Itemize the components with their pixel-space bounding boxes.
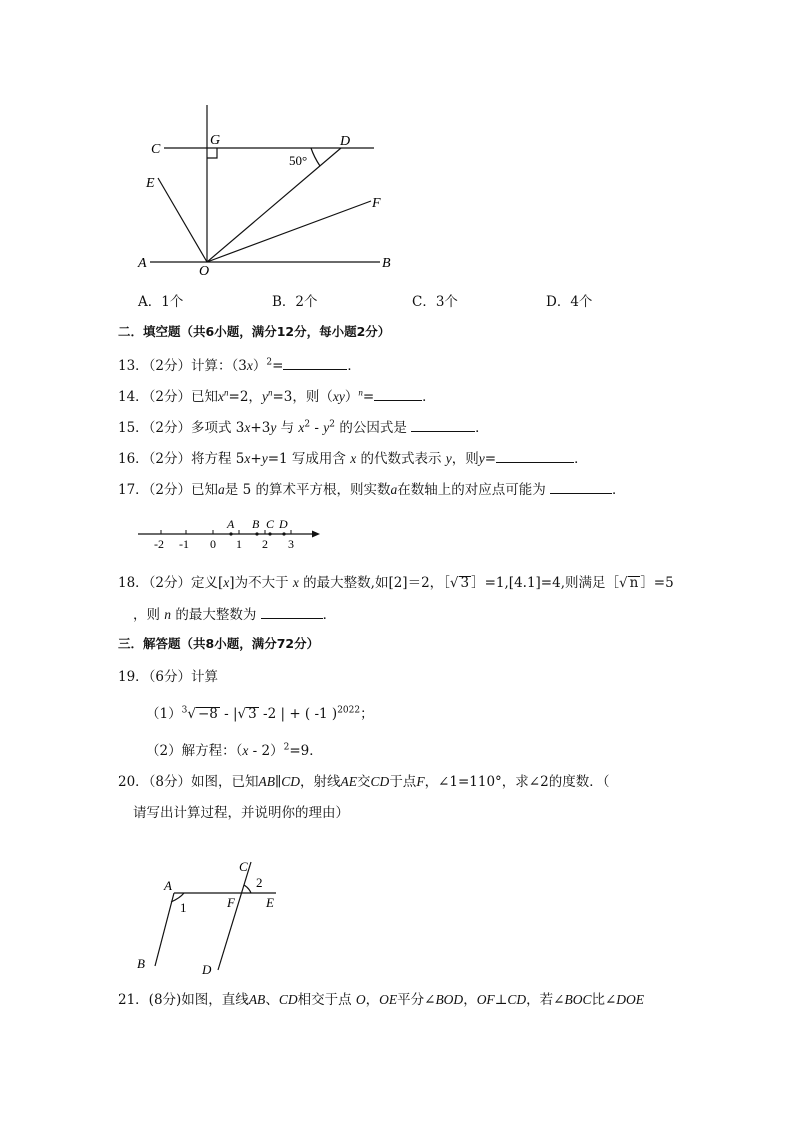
q18-line2-suffix: 的最大整数为 — [171, 607, 261, 623]
q21-mid1: 相交于点 — [297, 992, 356, 1008]
q21-of: OF — [476, 992, 495, 1007]
label-g: G — [210, 133, 221, 148]
q20-par: ∥ — [275, 774, 282, 790]
q16-mid2: 的代数式表示 — [356, 451, 446, 467]
section-2-header: 二．填空题（共6小题，满分12分，每小题2分） — [118, 324, 391, 339]
point-label-b: B — [252, 517, 260, 531]
sqrt-icon: √ — [187, 706, 196, 722]
q19-p1-exp: 2022 — [337, 705, 361, 716]
q14-xy: xy — [332, 389, 345, 404]
q14-n2: n — [267, 387, 273, 398]
q15-answer-blank[interactable] — [411, 419, 475, 432]
q19-p1-radicand: −8 — [197, 706, 218, 722]
option-c[interactable]: C．3个 — [412, 294, 458, 310]
option-d[interactable]: D．4个 — [546, 294, 593, 310]
arrow-icon — [312, 531, 320, 538]
q18-line2-prefix: ，则 — [133, 607, 165, 623]
question-18-line2: ，则 n 的最大整数为 ． — [133, 607, 337, 623]
q19-p1-radicand-3: 3 — [248, 706, 257, 722]
q20-prefix: 20．（8分）如图，已知 — [118, 774, 259, 790]
question-20-line2: 请写出计算过程，并说明你的理由） — [133, 805, 349, 821]
ray-of — [207, 201, 371, 262]
angle-2-arc — [244, 885, 251, 893]
label-o: O — [199, 264, 210, 279]
q14-answer-blank[interactable] — [374, 388, 422, 401]
q18-mid4: ］=5 — [640, 575, 674, 591]
q16-mid3: ，则 — [451, 451, 479, 467]
q20-ae: AE — [340, 774, 358, 789]
label-d: D — [202, 962, 212, 977]
q19-p1-root-index: 3 — [181, 705, 188, 716]
q15-mid: 与 — [276, 420, 299, 436]
q13-var: x — [246, 358, 253, 373]
q17-a: a — [218, 482, 225, 497]
q13-answer-blank[interactable] — [283, 357, 347, 370]
label-c: C — [151, 142, 161, 157]
question-18 — [118, 571, 674, 591]
q20-f: F — [416, 774, 425, 789]
label-f: F — [227, 895, 235, 910]
q21-cd: CD — [278, 992, 298, 1007]
ray-od — [207, 148, 341, 262]
q14-mid2: =3，则（ — [272, 389, 333, 405]
q20-mid2: 交 — [357, 774, 371, 790]
question-15: 15．（2分）多项式 3x+3y 与 $x^2 - y^2$ 的公因式是 ． — [118, 419, 489, 436]
q21-perp: ⊥ — [494, 992, 508, 1008]
point-b — [255, 532, 258, 535]
point-c — [268, 532, 271, 535]
q21-doe: DOE — [616, 992, 645, 1007]
q14-n3: n — [358, 387, 363, 398]
q21-cd2: CD — [507, 992, 527, 1007]
line-cd — [218, 862, 251, 970]
q20-ab: AB — [258, 774, 276, 789]
q18-x2: x — [292, 575, 299, 590]
line-ab — [155, 893, 174, 966]
q21-oe: OE — [379, 992, 398, 1007]
q20-mid4: ，∠1=110°，求∠2的度数．（ — [424, 774, 610, 790]
q18-mid3: ］=1,[4.1]=4,则满足［ — [471, 575, 619, 591]
q14-y: y — [261, 389, 268, 404]
label-angle-2: 2 — [256, 875, 263, 890]
q13-eq: = — [272, 358, 284, 374]
question-13: 13．（2分）计算：$(3x)^2=$ ． — [118, 357, 361, 374]
q14-x: x — [218, 389, 225, 404]
q16-prefix: 16．（2分）将方程 5 — [118, 451, 245, 467]
point-d — [282, 532, 285, 535]
q14-eq: = — [362, 389, 375, 405]
q19-p1-label: （1） — [146, 706, 182, 722]
tick-label-1: 1 — [236, 537, 242, 551]
q20-cd: CD — [281, 774, 301, 789]
figure-parallel-lines — [130, 852, 290, 982]
q21-ab: AB — [248, 992, 266, 1007]
q13-num: 13．（2分）计算：（3 — [118, 358, 247, 374]
label-a: A — [164, 878, 172, 893]
q21-comma2: ， — [463, 992, 477, 1008]
q15-y2: y — [323, 420, 330, 435]
point-label-d: D — [279, 517, 288, 531]
q14-mid1: =2， — [228, 389, 262, 405]
q17-prefix: 17．（2分）已知 — [118, 482, 219, 498]
angle-arc — [311, 148, 320, 166]
q19-p1-tail: -2 | + ( -1 ) — [258, 706, 338, 722]
q15-minus: - — [310, 420, 324, 436]
point-a — [229, 532, 232, 535]
q20-mid1: ，射线 — [300, 774, 341, 790]
option-b[interactable]: B．2个 — [272, 294, 318, 310]
q19-p2-label: （2）解方程：（ — [146, 743, 243, 759]
q19-p2-mid: - 2） — [248, 743, 284, 759]
number-line — [135, 512, 325, 552]
q21-o: O — [355, 992, 366, 1007]
sqrt-icon: √ — [619, 575, 628, 591]
q21-mid3: ，若∠ — [526, 992, 565, 1008]
point-label-c: C — [266, 517, 275, 531]
tick-label-2: 2 — [262, 537, 268, 551]
q21-mid2: 平分∠ — [397, 992, 436, 1008]
q17-answer-blank[interactable] — [550, 481, 612, 494]
label-b: B — [382, 256, 391, 271]
question-19-title: 19．（6分）计算 — [118, 669, 219, 685]
q13-exp: 2 — [266, 357, 273, 368]
label-e: E — [146, 176, 155, 191]
q17-a2: a — [390, 482, 398, 497]
q15-suffix: 的公因式是 — [335, 420, 412, 436]
question-19-part1 — [146, 702, 374, 722]
q17-suffix: 在数轴上的对应点可能为 — [397, 482, 550, 498]
tick-label-3: 3 — [288, 537, 294, 551]
section-3-header: 三．解答题（共8小题，满分72分） — [118, 636, 320, 651]
q19-p1-end: ； — [360, 706, 374, 722]
question-17: 17．（2分）已知a是 5 的算术平方根，则实数a在数轴上的对应点可能为 ． — [118, 482, 626, 498]
q18-radicand-n: n — [629, 575, 639, 591]
right-angle-mark — [207, 148, 217, 158]
label-d: D — [340, 134, 351, 149]
q18-mid1: ]为不大于 — [229, 575, 293, 591]
option-a[interactable]: A．1个 — [138, 294, 184, 310]
q21-comma: ， — [365, 992, 380, 1008]
figure-angles — [130, 95, 410, 280]
q16-answer-blank[interactable] — [496, 450, 574, 463]
q18-x: x — [223, 575, 230, 590]
q14-prefix: 14．（2分）已知 — [118, 389, 219, 405]
q20-cd2: CD — [370, 774, 390, 789]
q20-mid3: 于点 — [389, 774, 417, 790]
label-a: A — [138, 256, 147, 271]
q19-p2-x: x — [242, 743, 249, 758]
q15-sq1: 2 — [304, 419, 311, 430]
q16-x: x — [244, 451, 251, 466]
q21-bod: BOD — [435, 992, 464, 1007]
q13-after: ） — [252, 358, 267, 374]
q15-y: y — [270, 420, 277, 435]
tick-label-neg2: -2 — [154, 537, 164, 551]
q16-eq: = — [484, 451, 497, 467]
q16-x2: x — [350, 451, 357, 466]
sqrt-icon: √ — [449, 575, 459, 591]
question-14: 14．（2分）已知$x^n=2$，$y^n=3$，则（xy）$^n$= ． — [118, 387, 436, 405]
q19-p2-end: =9． — [289, 743, 323, 759]
q21-sep: 、 — [265, 992, 279, 1008]
q15-prefix: 15．（2分）多项式 3 — [118, 420, 245, 436]
q18-prefix: 18．（2分）定义[ — [118, 575, 224, 591]
q15-plus: +3 — [250, 420, 271, 436]
q16-y: y — [261, 451, 268, 466]
q19-p1-mid: - | — [219, 706, 238, 722]
ray-oe — [158, 178, 207, 262]
q14-close: ） — [344, 389, 359, 405]
label-c: C — [239, 859, 248, 874]
q18-n: n — [164, 607, 172, 622]
question-19-part2 — [146, 739, 323, 759]
q16-y2: y — [445, 451, 452, 466]
q18-mid2: 的最大整数,如[2]＝2，［ — [298, 575, 450, 591]
tick-label-neg1: -1 — [179, 537, 189, 551]
q15-sq2: 2 — [329, 419, 336, 430]
q15-x: x — [244, 420, 251, 435]
question-21 — [118, 988, 644, 1008]
q15-x2: x — [298, 420, 305, 435]
q18-answer-blank[interactable] — [261, 606, 323, 619]
point-label-a: A — [227, 517, 235, 531]
tick-label-0: 0 — [210, 537, 216, 551]
q16-y3: y — [478, 451, 485, 466]
label-f: F — [372, 196, 381, 211]
question-16: 16．（2分）将方程 5x+y=1 写成用含 x 的代数式表示 y，则y= ． — [118, 451, 588, 467]
label-b: B — [137, 956, 145, 971]
q14-n1: n — [224, 387, 229, 398]
q21-mid4: 比∠ — [591, 992, 617, 1008]
label-angle-1: 1 — [180, 900, 187, 915]
q16-mid: =1 写成用含 — [267, 451, 351, 467]
q21-boc: BOC — [564, 992, 592, 1007]
q18-radicand-3: 3 — [460, 575, 470, 591]
label-e: E — [266, 895, 274, 910]
label-angle: 50° — [289, 153, 308, 168]
q19-p2-exp: 2 — [283, 742, 290, 753]
q17-mid: 是 5 的算术平方根，则实数 — [224, 482, 391, 498]
q21-prefix: 21．(8分)如图，直线 — [118, 992, 249, 1008]
question-20 — [118, 770, 609, 790]
sqrt-icon: √ — [237, 706, 247, 722]
q16-plus: + — [250, 451, 262, 467]
